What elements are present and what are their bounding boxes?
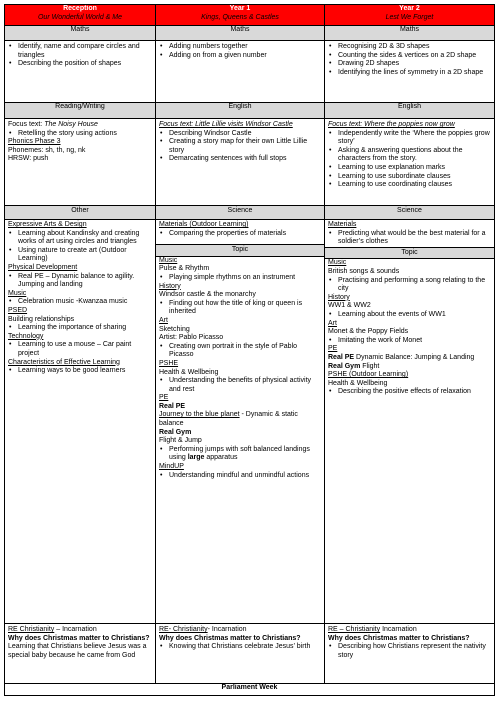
materials-heading: Materials — [328, 221, 357, 228]
english-year1-cell — [156, 119, 325, 206]
real-pe-label: Real PE — [159, 402, 186, 410]
phonemes-text: Phonemes: sh, th, ng, nk — [8, 146, 86, 154]
topic-heading-year1: Topic — [156, 244, 324, 257]
re-heading: RE- Christianity — [159, 626, 208, 633]
english-heading-reception: Reading/Writing — [5, 103, 156, 119]
list-item: • Recognising 2D & 3D shapes — [328, 43, 491, 52]
gym-bullet-pre: Performing jumps with soft balanced landings using — [169, 445, 310, 462]
pshe-text: Health & Wellbeing — [159, 368, 219, 376]
list-item: • Counting the sides & vertices on a 2D shape — [328, 52, 491, 61]
list-item: • Learning to use coordinating clauses — [328, 181, 491, 190]
re-year1-cell — [156, 624, 325, 684]
english-year2-cell — [325, 119, 495, 206]
list-item: • Adding on from a given number — [159, 52, 321, 61]
focus-label: Focus text: — [8, 121, 45, 128]
technology-heading: Technology — [8, 332, 44, 340]
real-gym-label: Real Gym — [328, 362, 361, 370]
maths-reception-cell — [5, 41, 156, 103]
parliament-week-footer: Parliament Week — [5, 684, 495, 696]
history-text: WW1 & WW2 — [328, 302, 371, 310]
list-item: • Celebration music -Kwanzaa music — [8, 298, 152, 307]
journey-rest: - Dynamic & static balance — [159, 411, 298, 428]
re-heading: RE Christianity — [8, 626, 55, 633]
list-item: • Using nature to create art (Outdoor Learning) — [8, 247, 152, 264]
year2-title: Year 2 — [399, 5, 420, 12]
list-item: • Describing the positive effects of relaxation — [328, 388, 491, 397]
year2-subtitle: Lest We Forget — [385, 13, 434, 21]
real-pe-label: Real PE — [328, 353, 355, 361]
list-item: • Understanding mindful and unmindful actions — [159, 472, 321, 481]
music-heading: Music — [8, 289, 27, 297]
science-topic-year1-cell — [156, 220, 325, 624]
psed-text: Building relationships — [8, 315, 75, 323]
pshe-heading: PSHE (Outdoor Learning) — [328, 371, 409, 379]
reception-title: Reception — [63, 5, 97, 12]
hrsw-text: HRSW: push — [8, 155, 49, 163]
art-heading: Art — [328, 319, 337, 327]
real-gym-label: Real Gym — [159, 428, 192, 436]
list-item: • Finding out how the title of king or queen is inherited — [159, 300, 321, 317]
list-item: • Understanding the benefits of physical activity and rest — [159, 377, 321, 394]
gym-bullet-post: apparatus — [204, 454, 238, 462]
journey-text: Journey to the blue planet — [159, 411, 240, 419]
list-item: • Learning about the events of WW1 — [328, 311, 491, 320]
psed-heading: PSED — [8, 306, 28, 314]
list-item: • Describing Windsor Castle — [159, 130, 321, 139]
list-item: • Real PE – Dynamic balance to agility. Jumping and landing — [8, 273, 152, 290]
maths-heading-year1: Maths — [156, 26, 325, 41]
real-gym-text: Flight — [360, 362, 380, 370]
focus-text: Focus text: Little Lillie visits Windsor Castle — [159, 121, 293, 128]
science-heading-year1: Science — [156, 206, 325, 220]
list-item: • Independently write the ‘Where the poppies grow story’ — [328, 130, 491, 147]
list-item: • Creating a story map for their own Little Lillie story — [159, 138, 321, 155]
history-heading: History — [159, 282, 181, 290]
list-item: • Describing how Christians represent the nativity story — [328, 643, 491, 660]
list-item: • Identify, name and compare circles and triangles — [8, 43, 152, 60]
music-heading: Music — [159, 256, 178, 264]
re-question: Why does Christmas matter to Christians? — [159, 634, 301, 642]
maths-heading-year2: Maths — [325, 26, 495, 41]
re-heading-rest: – Incarnation — [54, 626, 97, 633]
list-item: • Predicting what would be the best material for a soldier’s clothes — [328, 230, 491, 247]
artist-text: Artist: Pablo Picasso — [159, 334, 224, 342]
focus-title: The Noisy House — [44, 121, 98, 128]
re-question: Why does Christmas matter to Christians? — [328, 634, 470, 642]
list-item: • Learning ways to be good learners — [8, 367, 152, 376]
year1-header — [156, 5, 325, 26]
science-heading-year2: Science — [325, 206, 495, 220]
art-text: Monet & the Poppy Fields — [328, 328, 409, 336]
ead-heading: Expressive Arts & Design — [8, 221, 87, 228]
maths-year2-cell — [325, 41, 495, 103]
list-item: • Identifying the lines of symmetry in a 2D shape — [328, 69, 491, 78]
pshe-heading: PSHE — [159, 359, 179, 367]
list-item: • Demarcating sentences with full stops — [159, 155, 321, 164]
other-heading-reception: Other — [5, 206, 156, 220]
focus-text: Focus text: Where the poppies now grow — [328, 121, 455, 128]
english-heading-year1: English — [156, 103, 325, 119]
list-item: • Playing simple rhythms on an instrument — [159, 274, 321, 283]
gym-text: Flight & Jump — [159, 437, 202, 445]
list-item: • Learning the importance of sharing — [8, 324, 152, 333]
list-item: • Learning to use subordinate clauses — [328, 173, 491, 182]
other-reception-cell — [5, 220, 156, 624]
art-heading: Art — [159, 316, 168, 324]
history-heading: History — [328, 293, 350, 301]
year1-title: Year 1 — [229, 5, 251, 12]
list-item: • Comparing the properties of materials — [159, 230, 321, 239]
list-item: • Learning to use a mouse – Car paint project — [8, 341, 152, 358]
english-reception-cell — [5, 119, 156, 206]
year2-header — [325, 5, 495, 26]
pd-heading: Physical Development — [8, 263, 78, 271]
pshe-text: Health & Wellbeing — [328, 379, 388, 387]
list-item: • Imitating the work of Monet — [328, 337, 491, 346]
music-text: British songs & sounds — [328, 267, 400, 275]
re-heading-rest: Incarnation — [380, 626, 417, 633]
pe-heading: PE — [328, 345, 338, 353]
re-heading: RE – Christianity — [328, 626, 381, 633]
phonics-heading: Phonics Phase 3 — [8, 138, 61, 146]
music-text: Pulse & Rhythm — [159, 265, 210, 273]
reception-header — [5, 5, 156, 26]
list-item: • Practising and performing a song relating to the city — [328, 277, 491, 294]
list-item: • Describing the position of shapes — [8, 60, 152, 69]
cel-heading: Characteristics of Effective Learning — [8, 358, 120, 366]
list-item: • Knowing that Christians celebrate Jesus’ birth — [159, 643, 321, 652]
science-topic-year2-cell — [325, 220, 495, 624]
music-heading: Music — [328, 259, 347, 267]
real-pe-text: Dynamic Balance: Jumping & Landing — [354, 353, 475, 361]
re-text: Learning that Christians believe Jesus was a special baby because he came from God — [8, 643, 147, 659]
english-heading-year2: English — [325, 103, 495, 119]
list-item: • Learning to use explanation marks — [328, 164, 491, 173]
re-reception-cell — [5, 624, 156, 684]
list-item: • Drawing 2D shapes — [328, 60, 491, 69]
reception-subtitle: Our Wonderful World & Me — [37, 13, 123, 21]
year1-subtitle: Kings, Queens & Castles — [201, 13, 279, 21]
history-text: Windsor castle & the monarchy — [159, 291, 256, 299]
curriculum-table — [4, 4, 495, 696]
list-item — [159, 446, 321, 463]
topic-heading-year2: Topic — [325, 247, 494, 260]
list-item: • Asking & answering questions about the characters from the story. — [328, 147, 491, 164]
list-item: • Adding numbers together — [159, 43, 321, 52]
gym-bullet-bold: large — [187, 454, 205, 462]
mindup-heading: MindUP — [159, 463, 184, 471]
re-heading-rest: - Incarnation — [207, 626, 247, 633]
re-year2-cell — [325, 624, 495, 684]
re-question: Why does Christmas matter to Christians? — [8, 634, 150, 642]
list-item: • Learning about Kandinsky and creating works of art using circles and triangles — [8, 230, 152, 247]
maths-year1-cell — [156, 41, 325, 103]
materials-heading: Materials (Outdoor Learning) — [159, 221, 249, 228]
list-item: • Creating own portrait in the style of Pablo Picasso — [159, 343, 321, 360]
art-text: Sketching — [159, 325, 190, 333]
pe-heading: PE — [159, 394, 169, 402]
maths-heading-reception: Maths — [5, 26, 156, 41]
list-item: • Retelling the story using actions — [8, 130, 152, 139]
